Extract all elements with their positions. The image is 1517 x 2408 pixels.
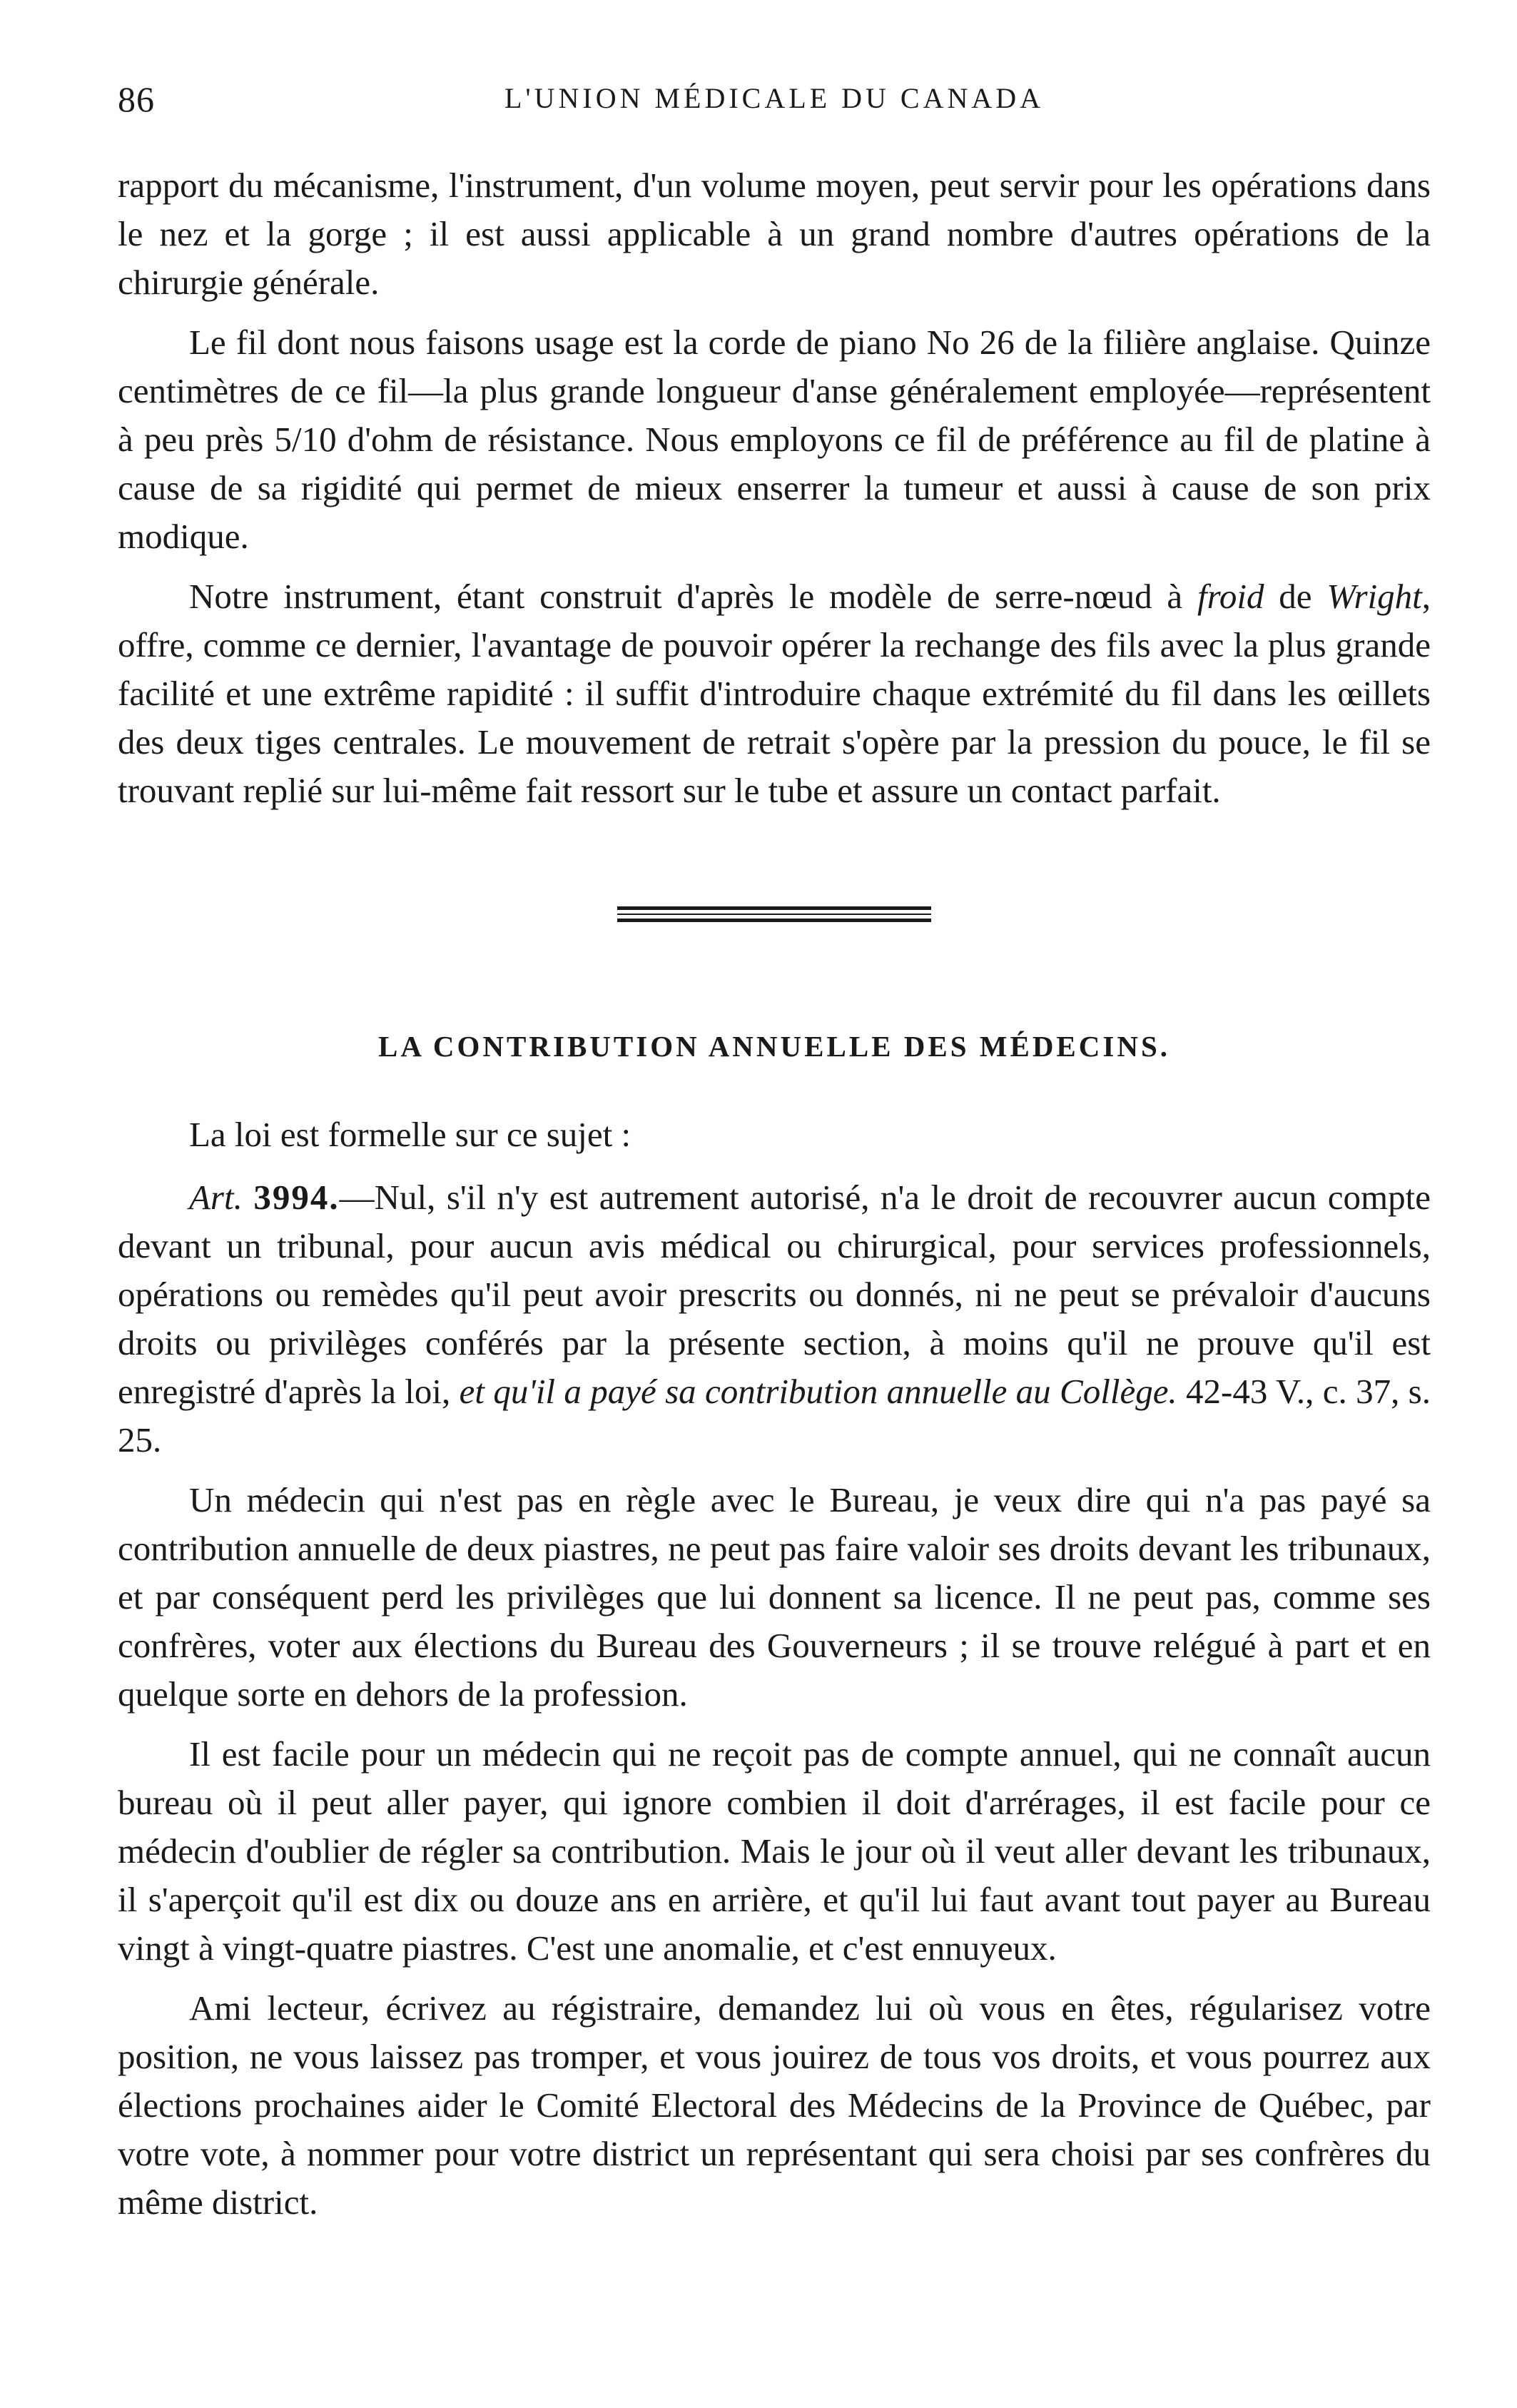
art-citation: 42-43 V., c. 37, s. 25. — [118, 1372, 1431, 1460]
page-number: 86 — [118, 79, 155, 119]
journal-title: L'UNION MÉDICALE DU CANADA — [504, 82, 1045, 114]
divider-line-top — [617, 906, 931, 910]
italic-froid: froid — [1197, 577, 1264, 616]
italic-wright: Wright — [1326, 577, 1422, 616]
section-paragraph-2: Il est facile pour un médecin qui ne reçoit pas de compte annuel, qui ne connaît aucun bureau où il peut aller payer, qui ignore combien il doit d'arrérages, il est facile pour ce médecin d'oublier de régler sa contribution. Mais le jour où il veut aller devant les tribunaux, il s'aperçoit qu'il est dix ou douze ans en arrière, et qu'il lui faut avant tout payer au Bureau vingt à vingt-quatre piastres. C'est une anomalie, et c'est ennuyeux. — [118, 1734, 1431, 1968]
art-text: —Nul, s'il n'y est autrement autorisé, n'a le droit de recouvrer aucun compte devant un tribunal, pour aucun avis médical ou chirurgical, pour services professionnels, opérations ou remèdes qu'il peut avoir prescrits ou donnés, ni ne peut se prévaloir d'aucuns droits ou privilèges conférés par la présente section, à moins qu'il ne prouve qu'il est enregistré d'après la loi, — [118, 1178, 1431, 1411]
article-paragraph-1: rapport du mécanisme, l'instrument, d'un volume moyen, peut servir pour les opérations dans le nez et la gorge ; il est aussi applicable à un grand nombre d'autres opérations de la chirurgie générale. — [118, 166, 1431, 302]
article-paragraph-3 — [118, 572, 1431, 815]
paragraph-3-text-c: , offre, comme ce dernier, l'avantage de pouvoir opérer la rechange des fils avec la plus grande facilité et une extrême rapidité : il suffit d'introduire chaque extrémité du fil dans les œillets des deux tiges centrales. Le mouvement de retrait s'opère par la pression du pouce, le fil se trouvant replié sur lui-même fait ressort sur le tube et assure un contact parfait. — [118, 577, 1431, 810]
art-italic-clause: et qu'il a payé sa contribution annuelle au Collège. — [459, 1372, 1177, 1411]
document-page — [118, 79, 1431, 2238]
article-paragraph-2: Le fil dont nous faisons usage est la corde de piano No 26 de la filière anglaise. Quinze centimètres de ce fil—la plus grande longueur d'anse généralement employée—représentent à peu près 5/10 d'ohm de résistance. Nous employons ce fil de préférence au fil de platine à cause de sa rigidité qui permet de mieux enserrer la tumeur et aussi à cause de son prix modique. — [118, 323, 1431, 556]
divider-line-middle — [617, 914, 931, 915]
art-label: Art. — [189, 1178, 243, 1217]
section-divider — [617, 906, 931, 922]
paragraph-3-text-b: de — [1264, 577, 1327, 616]
art-number: 3994. — [253, 1178, 340, 1217]
section-paragraph-1: Un médecin qui n'est pas en règle avec le Bureau, je veux dire qui n'a pas payé sa contribution annuelle de deux piastres, ne peut pas faire valoir ses droits devant les tribunaux, et par conséquent perd les privilèges que lui donnent sa licence. Il ne peut pas, comme ses confrères, voter aux élections du Bureau des Gouverneurs ; il se trouve relégué à part et en quelque sorte en dehors de la profession. — [118, 1480, 1431, 1714]
divider-line-bottom — [617, 919, 931, 922]
section-title: LA CONTRIBUTION ANNUELLE DES MÉDECINS. — [377, 1030, 1170, 1063]
running-head — [118, 79, 1431, 136]
law-article — [118, 1173, 1431, 1464]
paragraph-3-text-a: Notre instrument, étant construit d'après le modèle de serre-nœud à — [189, 577, 1197, 616]
section-intro: La loi est formelle sur ce sujet : — [189, 1115, 631, 1154]
section-paragraph-3: Ami lecteur, écrivez au régistraire, demandez lui où vous en êtes, régularisez votre position, ne vous laissez pas tromper, et vous jouirez de tous vos droits, et vous pourrez aux élections prochaines aider le Comité Electoral des Médecins de la Province de Québec, par votre vote, à nommer pour votre district un représentant qui sera choisi par ses confrères du même district. — [118, 1988, 1431, 2222]
